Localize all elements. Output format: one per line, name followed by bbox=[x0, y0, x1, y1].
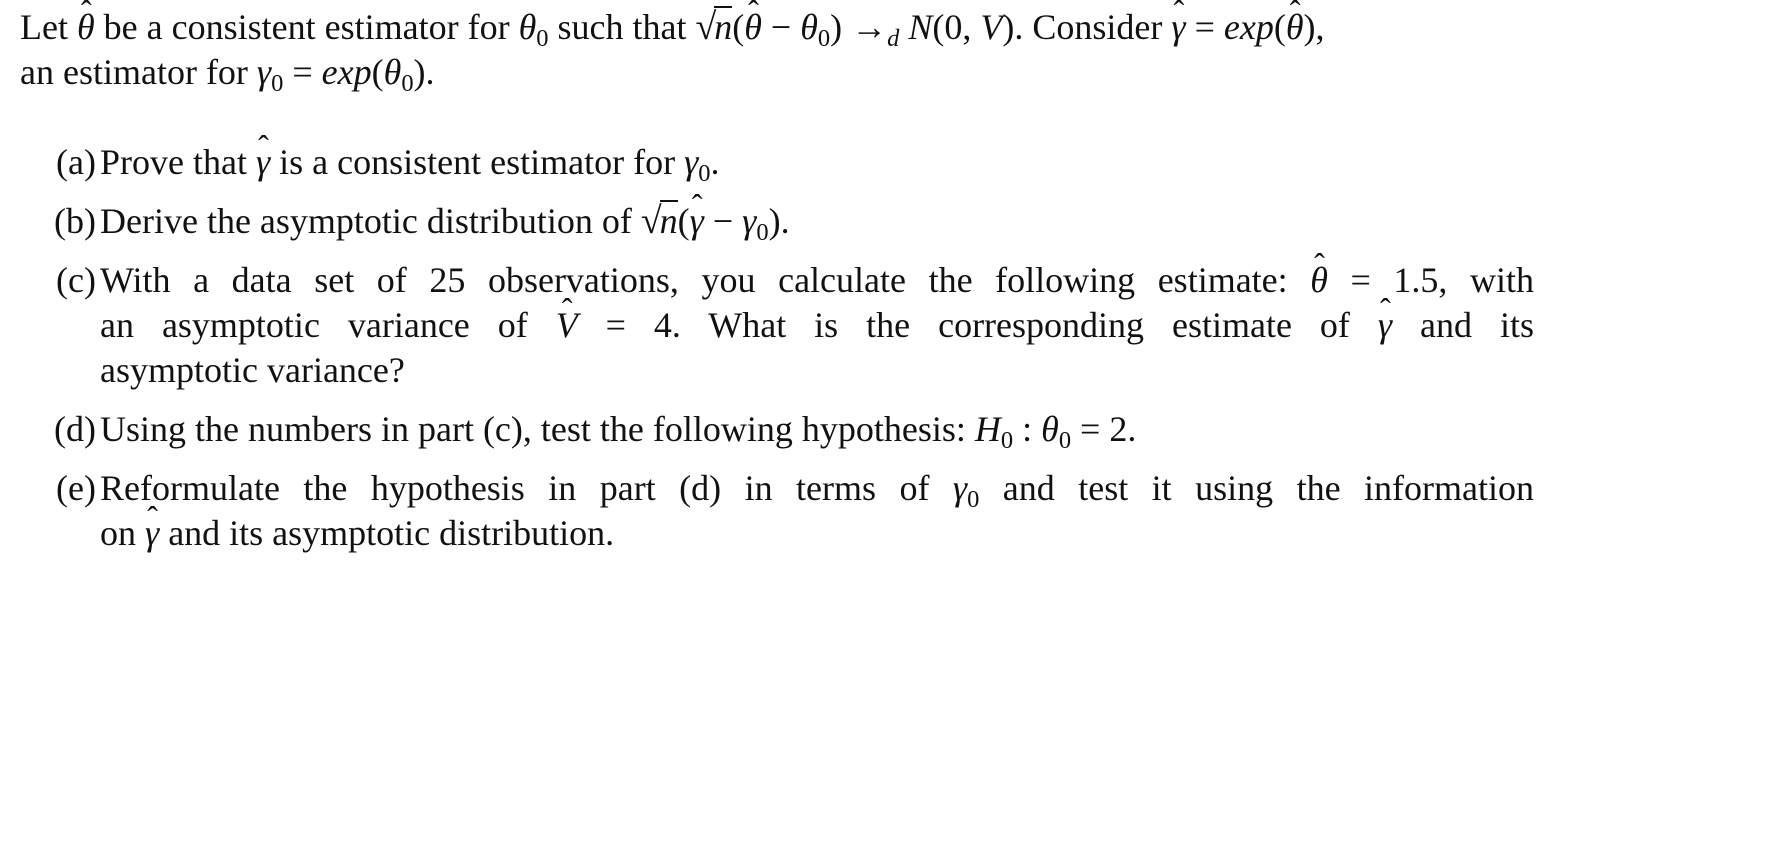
item-label: (a) bbox=[56, 142, 96, 182]
item-text-run: is a consistent estimator for bbox=[270, 142, 685, 182]
item-text-run: = 1.5, with bbox=[1327, 260, 1534, 300]
gamma-hat-symbol: ˆ γ bbox=[690, 199, 704, 244]
subscript: 0 bbox=[401, 69, 414, 97]
intro-text: = bbox=[1185, 7, 1224, 47]
intro-text: (0, bbox=[932, 7, 981, 47]
subscript: 0 bbox=[698, 159, 711, 187]
variance-hat-symbol: ˆ V bbox=[556, 303, 578, 348]
item-text-run: . bbox=[710, 142, 720, 182]
item-label: (b) bbox=[54, 201, 96, 241]
intro-text: ( bbox=[1273, 7, 1286, 47]
gamma-hat-symbol: ˆ γ bbox=[1378, 303, 1392, 348]
subscript: 0 bbox=[967, 485, 980, 513]
intro-text: ( bbox=[371, 52, 384, 92]
question-item-c bbox=[44, 258, 1534, 393]
intro-text: ) → bbox=[830, 7, 888, 47]
item-text bbox=[100, 199, 1534, 244]
intro-text: such that bbox=[548, 7, 696, 47]
theta-symbol: θ bbox=[383, 52, 402, 92]
sqrt-expression bbox=[641, 199, 678, 244]
question-item-b bbox=[44, 199, 1534, 244]
intro-text: Let bbox=[20, 7, 77, 47]
item-line: asymptotic variance? bbox=[100, 350, 405, 390]
intro-text: be a consistent estimator for bbox=[94, 7, 519, 47]
intro-text: an estimator for bbox=[20, 52, 257, 92]
item-text-run: : bbox=[1013, 409, 1042, 449]
radical-sign: √ bbox=[695, 6, 717, 48]
item-text bbox=[100, 258, 1534, 393]
subscript: 0 bbox=[817, 24, 831, 52]
item-label: (c) bbox=[56, 260, 96, 300]
item-text-run: and test it using the information bbox=[979, 468, 1534, 508]
item-text-run: − bbox=[703, 201, 743, 241]
subscript: 0 bbox=[271, 69, 284, 97]
subscript: 0 bbox=[756, 218, 769, 246]
item-text bbox=[100, 407, 1534, 452]
gamma-symbol: γ bbox=[742, 201, 757, 241]
item-text-run: Prove that bbox=[100, 142, 256, 182]
subscript: 0 bbox=[1000, 426, 1014, 454]
theta-hat-symbol: ˆ θ bbox=[77, 5, 95, 50]
theta-symbol: θ bbox=[518, 7, 537, 47]
item-text-run: = 4. What is the corresponding estimate of bbox=[577, 305, 1378, 345]
gamma-symbol: γ bbox=[952, 468, 968, 508]
sqrt-radicand: n bbox=[714, 7, 733, 47]
gamma-hat-symbol: ˆ γ bbox=[1171, 5, 1185, 50]
item-label: (e) bbox=[56, 468, 96, 508]
question-list bbox=[44, 140, 1534, 570]
item-line bbox=[100, 466, 1534, 511]
subscript: 0 bbox=[1058, 426, 1072, 454]
exp-function: exp bbox=[1223, 7, 1274, 47]
question-item-d bbox=[44, 407, 1534, 452]
item-line bbox=[100, 303, 1534, 348]
item-text-run: With a data set of 25 observations, you calculate the following estimate: bbox=[100, 260, 1311, 300]
item-line bbox=[100, 511, 1534, 556]
intro-text: ( bbox=[732, 7, 745, 47]
item-text-run: Derive the asymptotic distribution of bbox=[100, 201, 641, 241]
problem-intro bbox=[20, 5, 1480, 95]
subscript: d bbox=[887, 24, 900, 52]
intro-line-2 bbox=[20, 50, 1480, 95]
theta-hat-symbol: ˆ θ bbox=[1310, 258, 1328, 303]
item-text-run: on bbox=[100, 513, 145, 553]
gamma-symbol: γ bbox=[684, 142, 699, 182]
item-label: (d) bbox=[54, 409, 96, 449]
gamma-hat-symbol: ˆ γ bbox=[145, 511, 159, 556]
item-line bbox=[100, 258, 1534, 303]
hypothesis-symbol: H bbox=[974, 409, 1001, 449]
intro-text: − bbox=[761, 7, 801, 47]
gamma-symbol: γ bbox=[256, 52, 272, 92]
sqrt-radicand: n bbox=[659, 201, 678, 241]
item-text bbox=[100, 466, 1534, 556]
normal-symbol: N bbox=[899, 7, 933, 47]
sqrt-expression bbox=[695, 5, 732, 50]
variance-symbol: V bbox=[980, 7, 1003, 47]
item-text-run: Reformulate the hypothesis in part (d) in terms of bbox=[100, 468, 953, 508]
item-text-run: = 2. bbox=[1071, 409, 1137, 449]
item-text-run: ). bbox=[768, 201, 790, 241]
question-item-a bbox=[44, 140, 1534, 185]
item-text-run: Using the numbers in part (c), test the following hypothesis: bbox=[100, 409, 975, 449]
intro-text: = bbox=[283, 52, 322, 92]
item-text-run: an asymptotic variance of bbox=[100, 305, 556, 345]
intro-text: ), bbox=[1303, 7, 1325, 47]
item-text bbox=[100, 140, 1534, 185]
intro-text: ). Consider bbox=[1002, 7, 1172, 47]
intro-text: ). bbox=[413, 52, 435, 92]
theta-symbol: θ bbox=[1041, 409, 1059, 449]
subscript: 0 bbox=[536, 24, 549, 52]
exp-function: exp bbox=[321, 52, 372, 92]
theta-symbol: θ bbox=[800, 7, 818, 47]
item-text-run: and its bbox=[1392, 305, 1534, 345]
intro-line-1 bbox=[20, 5, 1480, 50]
radical-sign: √ bbox=[640, 200, 662, 242]
gamma-hat-symbol: ˆ γ bbox=[256, 140, 270, 185]
item-text-run: ( bbox=[677, 201, 690, 241]
theta-hat-symbol: ˆ θ bbox=[744, 5, 762, 50]
theta-hat-symbol: ˆ θ bbox=[1286, 5, 1304, 50]
question-item-e bbox=[44, 466, 1534, 556]
item-text-run: and its asymptotic distribution. bbox=[159, 513, 615, 553]
